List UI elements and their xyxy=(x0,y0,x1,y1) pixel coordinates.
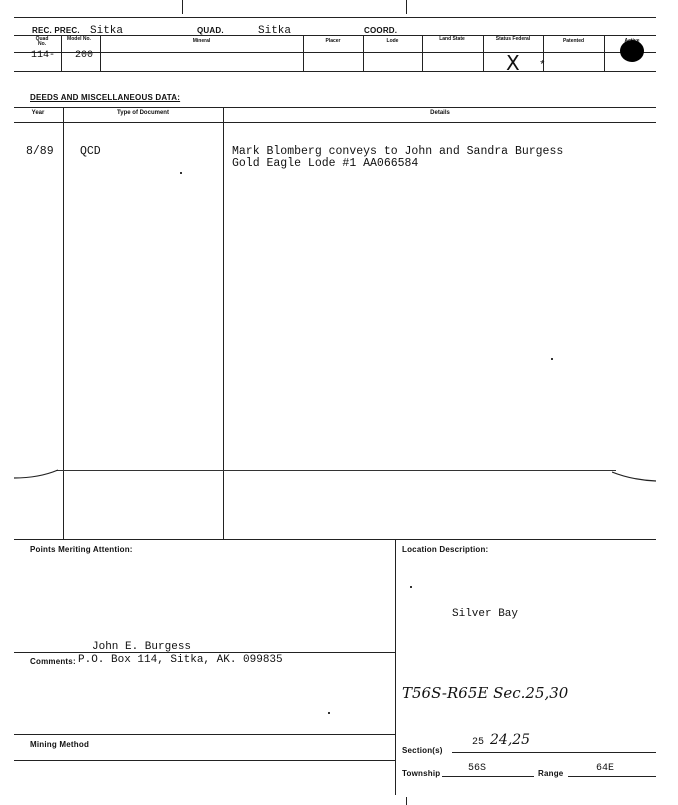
owner-rule xyxy=(14,652,395,653)
handwritten-location: T56S-R65E Sec.25,30 xyxy=(402,684,569,702)
header-col-divider-6 xyxy=(483,35,484,71)
top-tick-right xyxy=(406,0,407,14)
rec-prec-label: REC. PREC. xyxy=(32,26,80,35)
col-mineral: Mineral xyxy=(192,38,211,44)
patented-mark: * xyxy=(539,60,546,72)
quad-value: Sitka xyxy=(258,25,292,37)
mining-method-label: Mining Method xyxy=(30,740,90,749)
page-curl-left xyxy=(14,466,60,482)
col-status-federal: Status Federal xyxy=(495,36,531,42)
township-value: 56S xyxy=(468,763,487,774)
col-year: Year xyxy=(31,110,45,116)
range-rule xyxy=(568,776,656,777)
section-value-typed: 25 xyxy=(472,737,485,748)
deeds-divider-type xyxy=(223,107,224,539)
col-model-no: Model No. xyxy=(67,36,91,42)
deeds-section-title: DEEDS AND MISCELLANEOUS DATA: xyxy=(30,93,181,102)
federal-mark: X xyxy=(506,51,520,75)
header-col-divider-1 xyxy=(61,35,62,71)
range-label: Range xyxy=(538,769,564,778)
bottom-tick xyxy=(406,797,407,805)
deed-details-line1: Mark Blomberg conveys to John and Sandra Burgess xyxy=(232,145,564,158)
section-rule xyxy=(452,752,656,753)
owner-name: John E. Burgess xyxy=(92,641,192,653)
col-patented: Patented xyxy=(562,38,585,44)
page-curl-right xyxy=(612,468,658,484)
comments-label: Comments: xyxy=(30,657,76,666)
col-details: Details xyxy=(430,110,450,116)
scan-speck xyxy=(328,712,330,714)
col-land-state: Land State xyxy=(439,36,465,42)
header-col-divider-5 xyxy=(422,35,423,71)
section-label: Section(s) xyxy=(402,746,443,755)
township-rule xyxy=(442,776,534,777)
header-top-rule xyxy=(14,17,656,18)
deed-type: QCD xyxy=(80,145,101,158)
header-col-rule xyxy=(14,52,656,53)
range-value: 64E xyxy=(596,763,615,774)
deeds-top-rule xyxy=(14,107,656,108)
comments-value: P.O. Box 114, Sitka, AK. 099835 xyxy=(78,654,283,666)
header-label-rule xyxy=(14,35,656,36)
quad-no-value: 114- xyxy=(31,50,56,61)
quad-label: QUAD. xyxy=(197,26,224,35)
deed-year: 8/89 xyxy=(26,145,54,158)
coord-label: COORD. xyxy=(364,26,398,35)
col-lode: Lode xyxy=(386,38,399,44)
deeds-bottom-rule xyxy=(14,539,656,540)
bottom-center-divider xyxy=(395,539,396,795)
header-bottom-rule xyxy=(14,71,656,72)
deeds-continuation-rule xyxy=(56,470,616,471)
deeds-divider-year xyxy=(63,107,64,539)
punch-hole-mark xyxy=(620,40,644,62)
col-type-of-document: Type of Document xyxy=(117,110,169,116)
scan-speck xyxy=(551,358,553,360)
points-label: Points Meriting Attention: xyxy=(30,545,133,554)
header-col-divider-8 xyxy=(604,35,605,71)
rec-prec-value: Sitka xyxy=(90,25,124,37)
location-label: Location Description: xyxy=(402,545,489,554)
model-no-value: 200 xyxy=(75,50,94,61)
deeds-header-rule xyxy=(14,122,656,123)
comments-bottom-rule xyxy=(14,734,395,735)
mining-method-rule xyxy=(14,760,395,761)
top-tick-left xyxy=(182,0,183,14)
location-value: Silver Bay xyxy=(452,608,519,620)
township-label: Township xyxy=(402,769,441,778)
section-value-hand: 24,25 xyxy=(490,732,531,748)
scan-speck xyxy=(180,172,182,174)
col-placer: Placer xyxy=(325,38,341,44)
scan-speck xyxy=(410,586,412,588)
deed-details-line2: Gold Eagle Lode #1 AA066584 xyxy=(232,157,419,170)
col-quad-no: Quad No. xyxy=(35,36,49,47)
